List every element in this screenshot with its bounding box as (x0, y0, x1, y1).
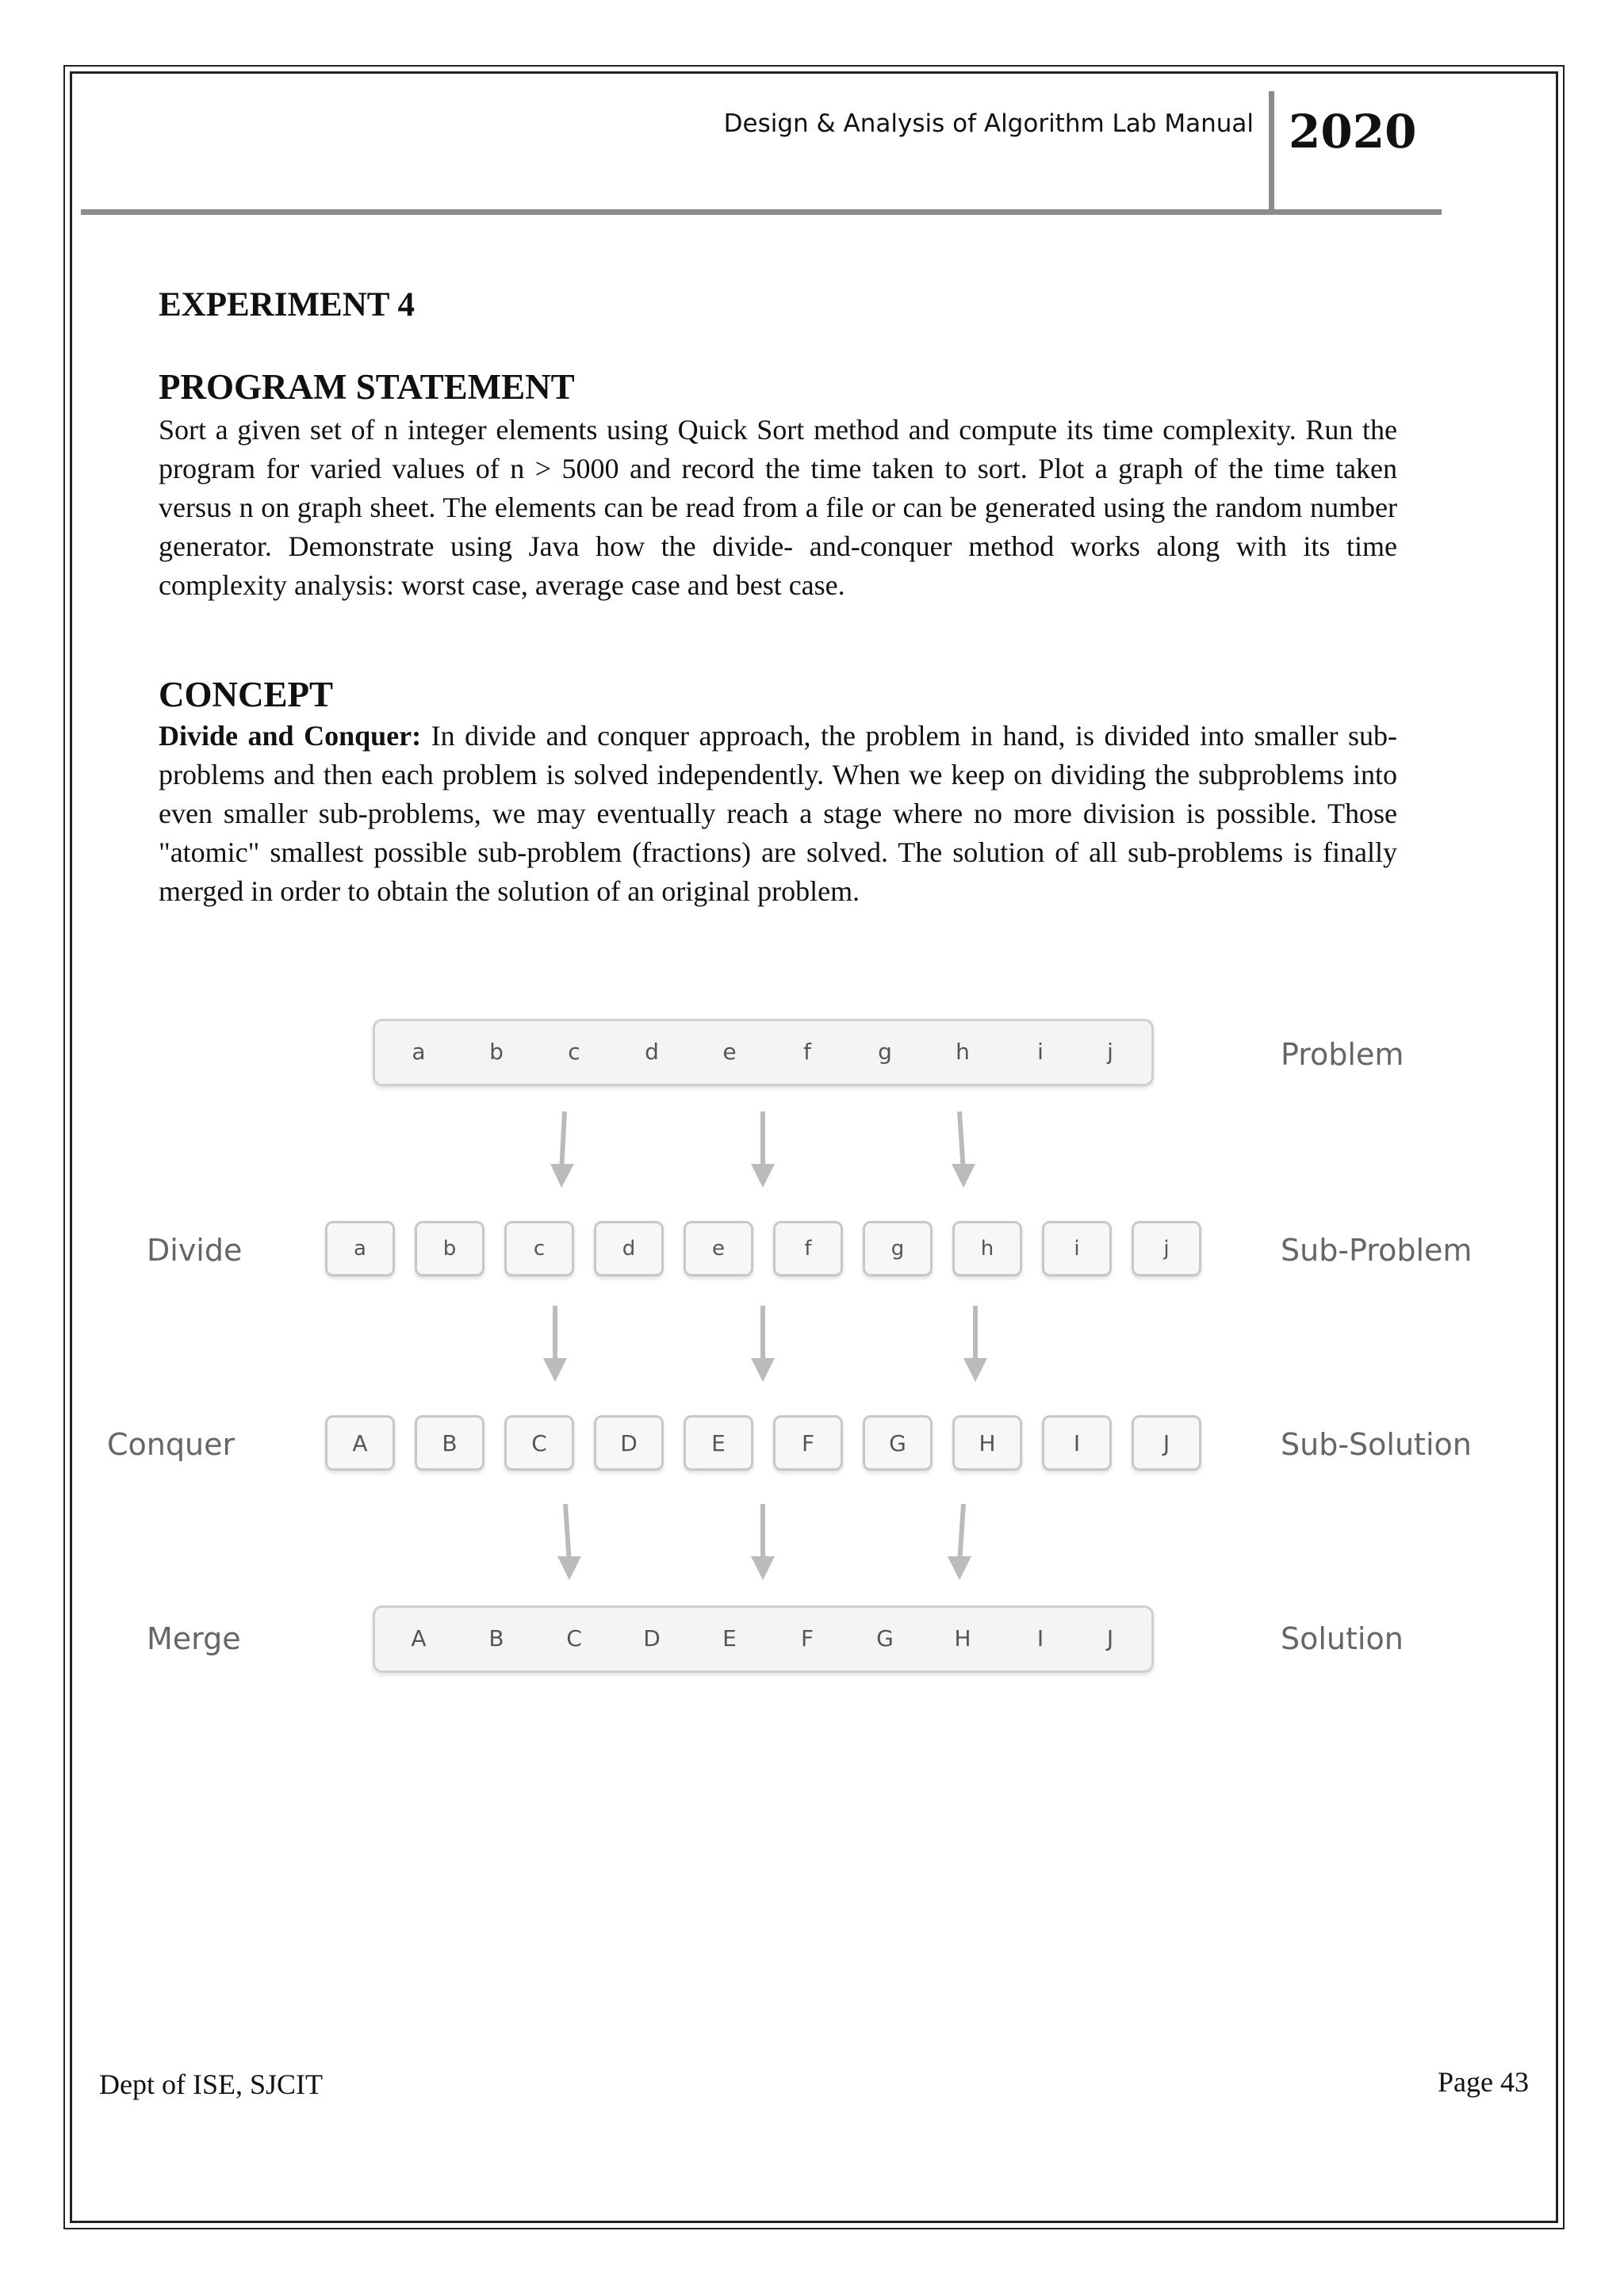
problem-bar (373, 1019, 1154, 1086)
solution-letter: C (566, 1625, 582, 1651)
sub-solution-cell: B (415, 1415, 485, 1471)
arrow-down-icon (547, 1110, 579, 1189)
merge-label: Merge (147, 1621, 241, 1656)
problem-label: Problem (1281, 1037, 1404, 1072)
divide-label: Divide (147, 1233, 243, 1268)
sub-solution-cell: C (504, 1415, 574, 1471)
sub-problem-cell: d (594, 1221, 664, 1276)
problem-letter: d (645, 1039, 659, 1065)
conquer-label: Conquer (107, 1427, 236, 1462)
sub-solution-cell: G (863, 1415, 933, 1471)
solution-letter: D (643, 1625, 661, 1651)
sub-solution-label: Sub-Solution (1281, 1427, 1472, 1462)
sub-problem-cell: c (504, 1221, 574, 1276)
sub-solution-cell: F (773, 1415, 843, 1471)
header-divider-vertical (1269, 91, 1274, 214)
program-statement-text: Sort a given set of n integer elements using Quick Sort method and compute its time complexity. Run the program for varied values of n > 5000 and record the time taken to sort. Plot a graph of the time taken versus n on graph sheet. The elements can be read from a file or can be generated using the random number generator. Demonstrate using Java how the divide- and-conquer method works along with its time complexity analysis: worst case, average case and best case. (159, 414, 1397, 601)
sub-problem-label: Sub-Problem (1281, 1233, 1473, 1268)
solution-letter: J (1106, 1625, 1114, 1651)
footer-page-number: Page 43 (1438, 2066, 1529, 2098)
problem-letter: b (489, 1039, 504, 1065)
solution-letter: B (488, 1625, 504, 1651)
arrow-down-icon (944, 1502, 975, 1582)
problem-letter: e (722, 1039, 737, 1065)
arrow-down-icon (959, 1304, 991, 1383)
solution-letter: H (954, 1625, 971, 1651)
arrow-down-icon (747, 1502, 779, 1582)
arrow-down-icon (747, 1110, 779, 1189)
sub-problem-cell: f (773, 1221, 843, 1276)
sub-solution-cell: D (594, 1415, 664, 1471)
solution-letter: E (722, 1625, 737, 1651)
problem-letter: f (803, 1039, 811, 1065)
sub-solution-cell: H (952, 1415, 1022, 1471)
sub-problem-cell: i (1042, 1221, 1112, 1276)
sub-problem-cell: g (863, 1221, 933, 1276)
sub-problem-cell: h (952, 1221, 1022, 1276)
sub-solution-cell: I (1042, 1415, 1112, 1471)
concept-heading: CONCEPT (159, 675, 334, 714)
footer-department: Dept of ISE, SJCIT (99, 2068, 323, 2100)
solution-letter: F (800, 1625, 814, 1651)
sub-problem-cell: e (684, 1221, 753, 1276)
solution-letter: G (876, 1625, 894, 1651)
sub-solution-cell: A (325, 1415, 395, 1471)
experiment-heading: EXPERIMENT 4 (159, 286, 415, 323)
sub-solution-cell: E (684, 1415, 753, 1471)
solution-letter: I (1036, 1625, 1044, 1651)
divide-and-conquer-diagram (87, 1007, 1515, 1697)
arrow-down-icon (539, 1304, 571, 1383)
problem-letter: c (568, 1039, 580, 1065)
problem-letter: a (412, 1039, 426, 1065)
solution-label: Solution (1281, 1621, 1404, 1656)
solution-letter: A (411, 1625, 427, 1651)
concept-text (159, 717, 1397, 911)
arrow-down-icon (553, 1502, 585, 1582)
sub-problem-cell: a (325, 1221, 395, 1276)
sub-problem-cell: b (415, 1221, 485, 1276)
problem-letter: h (956, 1039, 970, 1065)
sub-solution-cell: J (1132, 1415, 1201, 1471)
arrow-down-icon (947, 1110, 979, 1189)
solution-bar (373, 1605, 1154, 1673)
header-title: Design & Analysis of Algorithm Lab Manual (723, 109, 1254, 138)
header-divider-horizontal (81, 209, 1442, 215)
problem-letter: i (1037, 1039, 1044, 1065)
header-year: 2020 (1289, 105, 1417, 159)
problem-letter: g (878, 1039, 892, 1065)
concept-body: In divide and conquer approach, the problem in hand, is divided into smaller sub-problems and then each problem is solved independently. When we keep on dividing the subproblems into even smaller sub-problems, we may eventually reach a stage where no more division is possible. Those "atomic" smallest possible sub-problem (fractions) are solved. The solution of all sub-problems is finally merged in order to obtain the solution of an original problem. (159, 720, 1397, 907)
concept-term: Divide and Conquer: (159, 720, 422, 752)
program-statement-heading: PROGRAM STATEMENT (159, 367, 575, 407)
sub-problem-cell: j (1132, 1221, 1201, 1276)
problem-letter: j (1107, 1039, 1113, 1065)
arrow-down-icon (747, 1304, 779, 1383)
